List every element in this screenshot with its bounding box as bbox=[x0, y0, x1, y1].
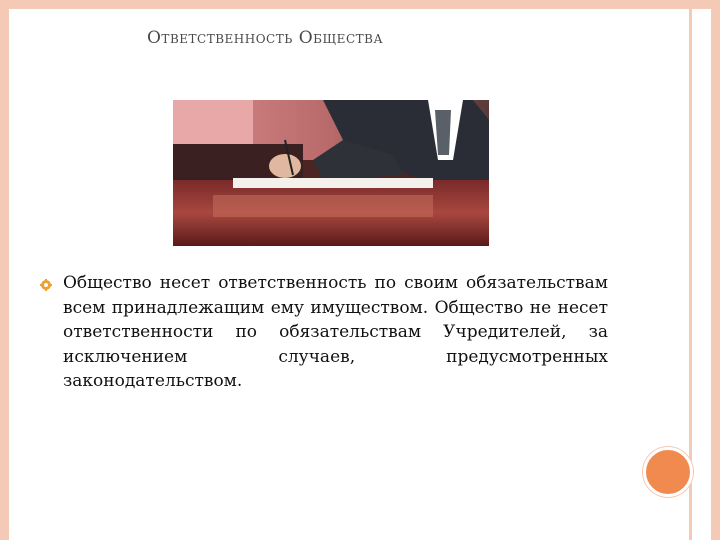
gear-bullet-icon bbox=[40, 279, 52, 291]
right-outer-border bbox=[711, 0, 720, 540]
slide-title: Ответственность Общества bbox=[147, 28, 384, 48]
body-paragraph: Общество несет ответственность по своим обязательствам всем принадлежащим ему имуществом. Общество не несет ответственности по обязательствам Учредителей, за исключением случаев, предусмотренных законодательством. bbox=[63, 273, 608, 391]
accent-circle bbox=[643, 447, 693, 497]
top-border bbox=[0, 0, 720, 9]
signing-document-photo bbox=[173, 100, 489, 246]
left-border bbox=[0, 0, 9, 540]
